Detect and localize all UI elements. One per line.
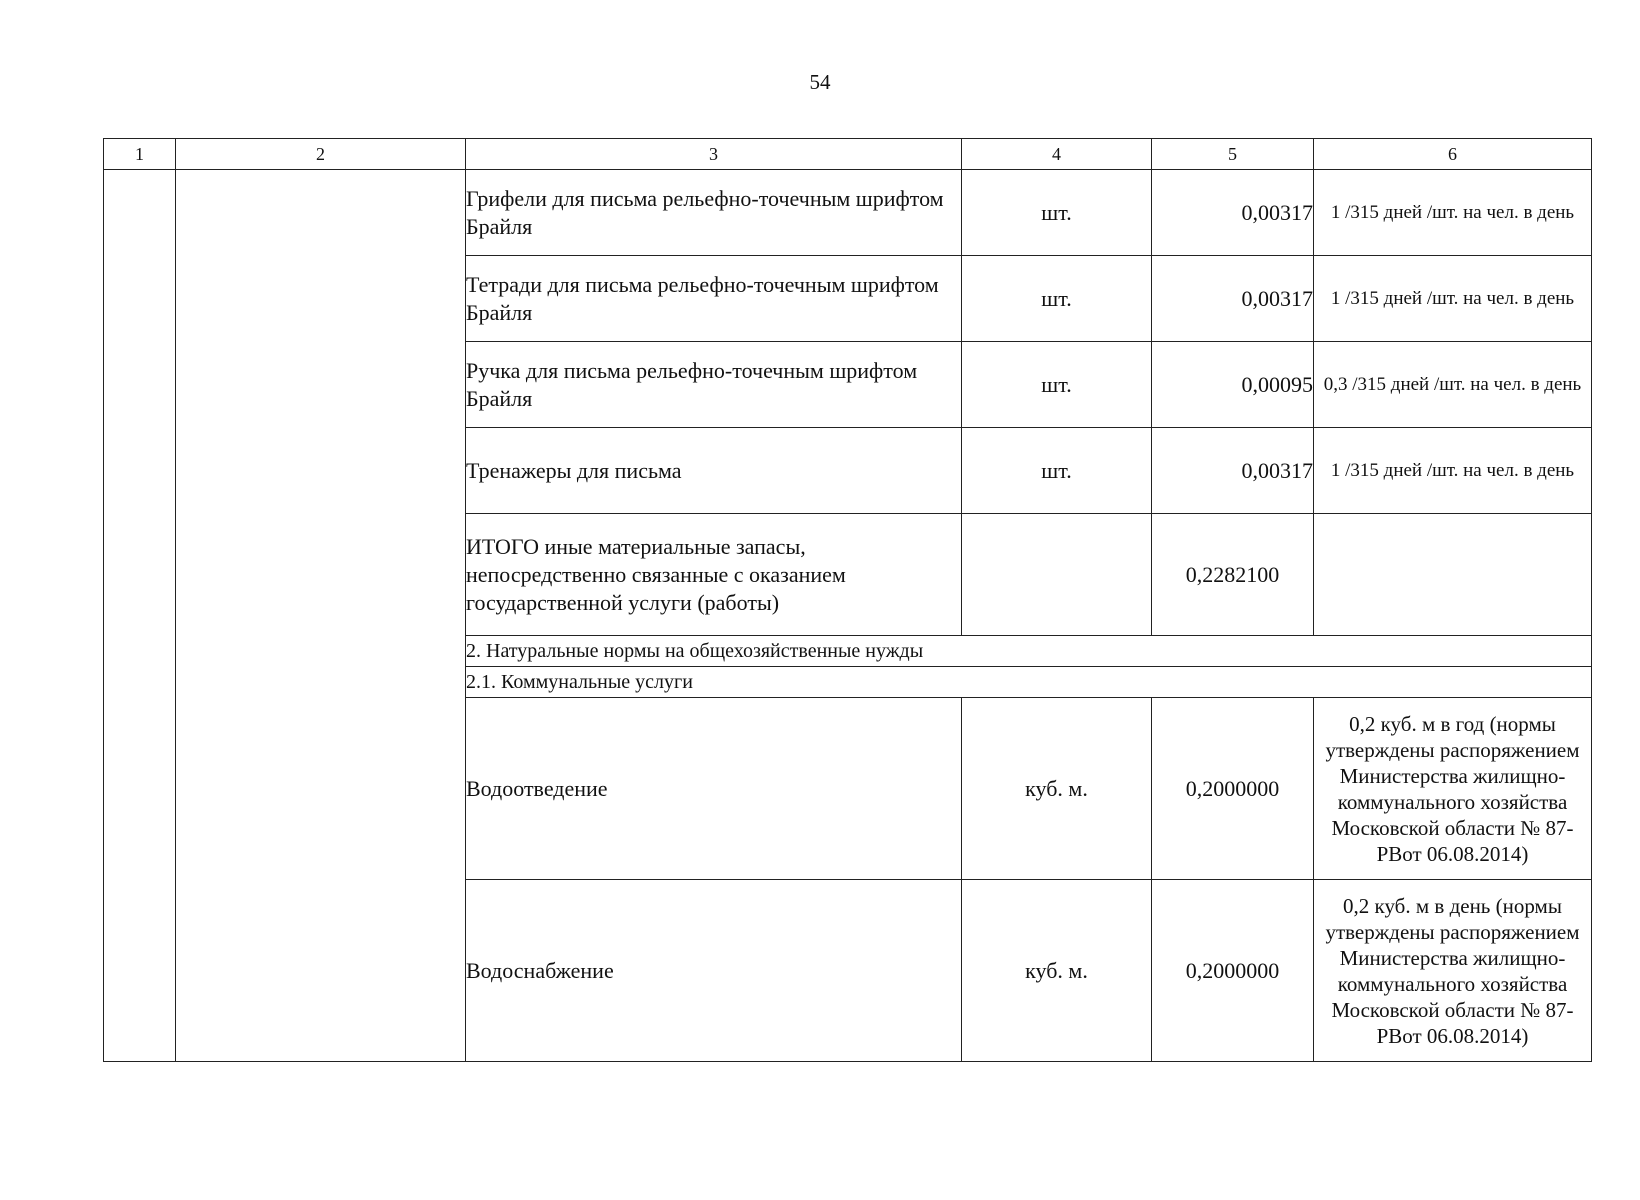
item-basis: 1 /315 дней /шт. на чел. в день	[1314, 256, 1592, 342]
header-col-5: 5	[1152, 139, 1314, 170]
item-name: Тренажеры для письма	[466, 428, 962, 514]
section-heading-2: 2. Натуральные нормы на общехозяйственные нужды	[466, 636, 1592, 667]
header-col-6: 6	[1314, 139, 1592, 170]
item-basis: 1 /315 дней /шт. на чел. в день	[1314, 428, 1592, 514]
item-value: 0,00095	[1152, 342, 1314, 428]
total-value: 0,2282100	[1152, 514, 1314, 636]
item-unit: шт.	[962, 342, 1152, 428]
col-2-empty-cell	[176, 170, 466, 1062]
header-col-4: 4	[962, 139, 1152, 170]
item-value: 0,00317	[1152, 428, 1314, 514]
page-number: 54	[809, 70, 831, 94]
utility-name: Водоотведение	[466, 698, 962, 880]
item-unit: шт.	[962, 256, 1152, 342]
utility-basis: 0,2 куб. м в год (нормы утверждены распоряжением Министерства жилищно-коммунального хозяйства Московской области № 87-РВот 06.08.2014)	[1314, 698, 1592, 880]
section-heading-2-1: 2.1. Коммунальные услуги	[466, 667, 1592, 698]
item-name: Тетради для письма рельефно-точечным шрифтом Брайля	[466, 256, 962, 342]
total-unit-empty	[962, 514, 1152, 636]
item-unit: шт.	[962, 428, 1152, 514]
utility-value: 0,2000000	[1152, 880, 1314, 1062]
utility-basis: 0,2 куб. м в день (нормы утверждены распоряжением Министерства жилищно-коммунального хозяйства Московской области № 87-РВот 06.08.2014)	[1314, 880, 1592, 1062]
item-unit: шт.	[962, 170, 1152, 256]
total-basis-empty	[1314, 514, 1592, 636]
utility-value: 0,2000000	[1152, 698, 1314, 880]
item-name: Грифели для письма рельефно-точечным шрифтом Брайля	[466, 170, 962, 256]
col-1-empty-cell	[104, 170, 176, 1062]
item-basis: 0,3 /315 дней /шт. на чел. в день	[1314, 342, 1592, 428]
utility-name: Водоснабжение	[466, 880, 962, 1062]
item-basis: 1 /315 дней /шт. на чел. в день	[1314, 170, 1592, 256]
item-value: 0,00317	[1152, 170, 1314, 256]
header-row	[104, 139, 1592, 170]
utility-unit: куб. м.	[962, 698, 1152, 880]
header-col-1: 1	[104, 139, 176, 170]
utility-unit: куб. м.	[962, 880, 1152, 1062]
table-row	[104, 170, 1592, 256]
header-col-3: 3	[466, 139, 962, 170]
header-col-2: 2	[176, 139, 466, 170]
item-value: 0,00317	[1152, 256, 1314, 342]
item-name: Ручка для письма рельефно-точечным шрифтом Брайля	[466, 342, 962, 428]
total-name: ИТОГО иные материальные запасы, непосредственно связанные с оказанием государственной услуги (работы)	[466, 514, 962, 636]
norms-table	[103, 138, 1592, 1062]
